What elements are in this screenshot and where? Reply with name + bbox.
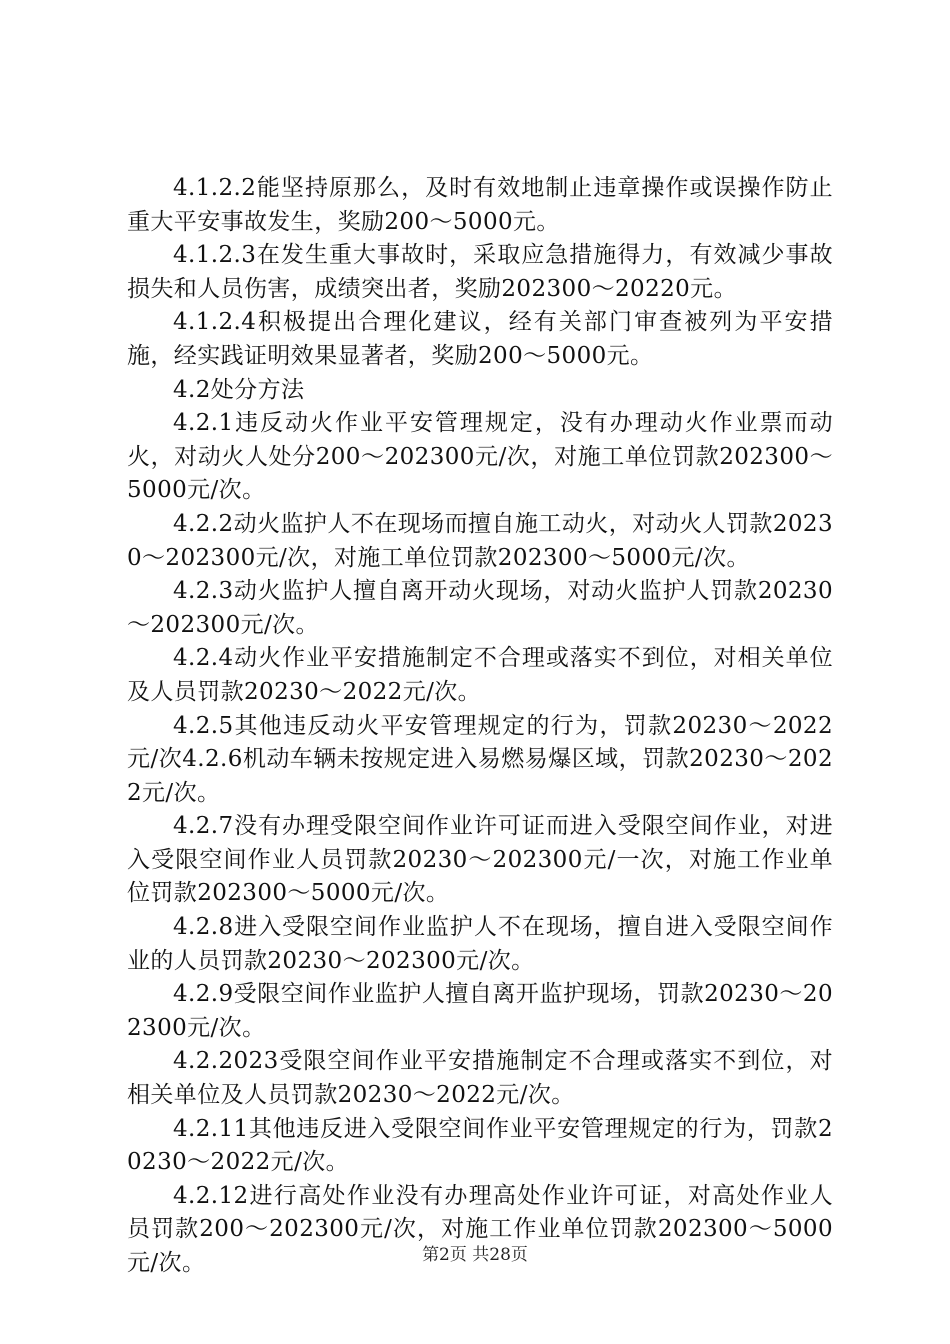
paragraph-4-2-12: 4.2.12进行高处作业没有办理高处作业许可证，对高处作业人员罚款200～202300元/次，对施工作业单位罚款202300～5000元/次。 bbox=[127, 1182, 833, 1276]
section-heading-4-2: 4.2处分方法 bbox=[173, 376, 305, 403]
paragraph-4-2-2023: 4.2.2023受限空间作业平安措施制定不合理或落实不到位，对相关单位及人员罚款20230～2022元/次。 bbox=[127, 1048, 833, 1109]
document-body bbox=[127, 172, 833, 1281]
page-number-footer: 第2页 共28页 bbox=[422, 1245, 528, 1265]
paragraph-4-2-9: 4.2.9受限空间作业监护人擅自离开监护现场，罚款20230～202300元/次。 bbox=[127, 981, 833, 1041]
paragraph-4-2-4: 4.2.4动火作业平安措施制定不合理或落实不到位，对相关单位及人员罚款20230～2022元/次。 bbox=[127, 645, 833, 705]
paragraph-4-1-2-2: 4.1.2.2能坚持原那么，及时有效地制止违章操作或误操作防止重大平安事故发生，奖励200～5000元。 bbox=[127, 175, 833, 235]
paragraph-4-2-8: 4.2.8进入受限空间作业监护人不在现场，擅自进入受限空间作业的人员罚款20230～202300元/次。 bbox=[127, 914, 833, 974]
paragraph-4-2-11: 4.2.11其他违反进入受限空间作业平安管理规定的行为，罚款20230～2022元/次。 bbox=[127, 1115, 833, 1176]
paragraph-4-2-5: 4.2.5其他违反动火平安管理规定的行为，罚款20230～2022元/次4.2.6机动车辆未按规定进入易燃易爆区域，罚款20230～2022元/次。 bbox=[127, 712, 833, 806]
paragraph-4-2-7: 4.2.7没有办理受限空间作业许可证而进入受限空间作业，对进入受限空间作业人员罚款20230～202300元/一次，对施工作业单位罚款202300～5000元/次。 bbox=[127, 813, 833, 907]
paragraph-4-1-2-4: 4.1.2.4积极提出合理化建议，经有关部门审查被列为平安措施，经实践证明效果显著者，奖励200～5000元。 bbox=[127, 309, 833, 369]
paragraph-4-2-1: 4.2.1违反动火作业平安管理规定，没有办理动火作业票而动火，对动火人处分200～202300元/次，对施工单位罚款202300～5000元/次。 bbox=[127, 410, 833, 504]
paragraph-4-1-2-3: 4.1.2.3在发生重大事故时，采取应急措施得力，有效减少事故损失和人员伤害，成绩突出者，奖励202300～20220元。 bbox=[127, 242, 833, 302]
paragraph-4-2-3: 4.2.3动火监护人擅自离开动火现场，对动火监护人罚款20230～202300元/次。 bbox=[127, 578, 833, 638]
paragraph-4-2-2: 4.2.2动火监护人不在现场而擅自施工动火，对动火人罚款20230～202300元/次，对施工单位罚款202300～5000元/次。 bbox=[127, 510, 833, 571]
